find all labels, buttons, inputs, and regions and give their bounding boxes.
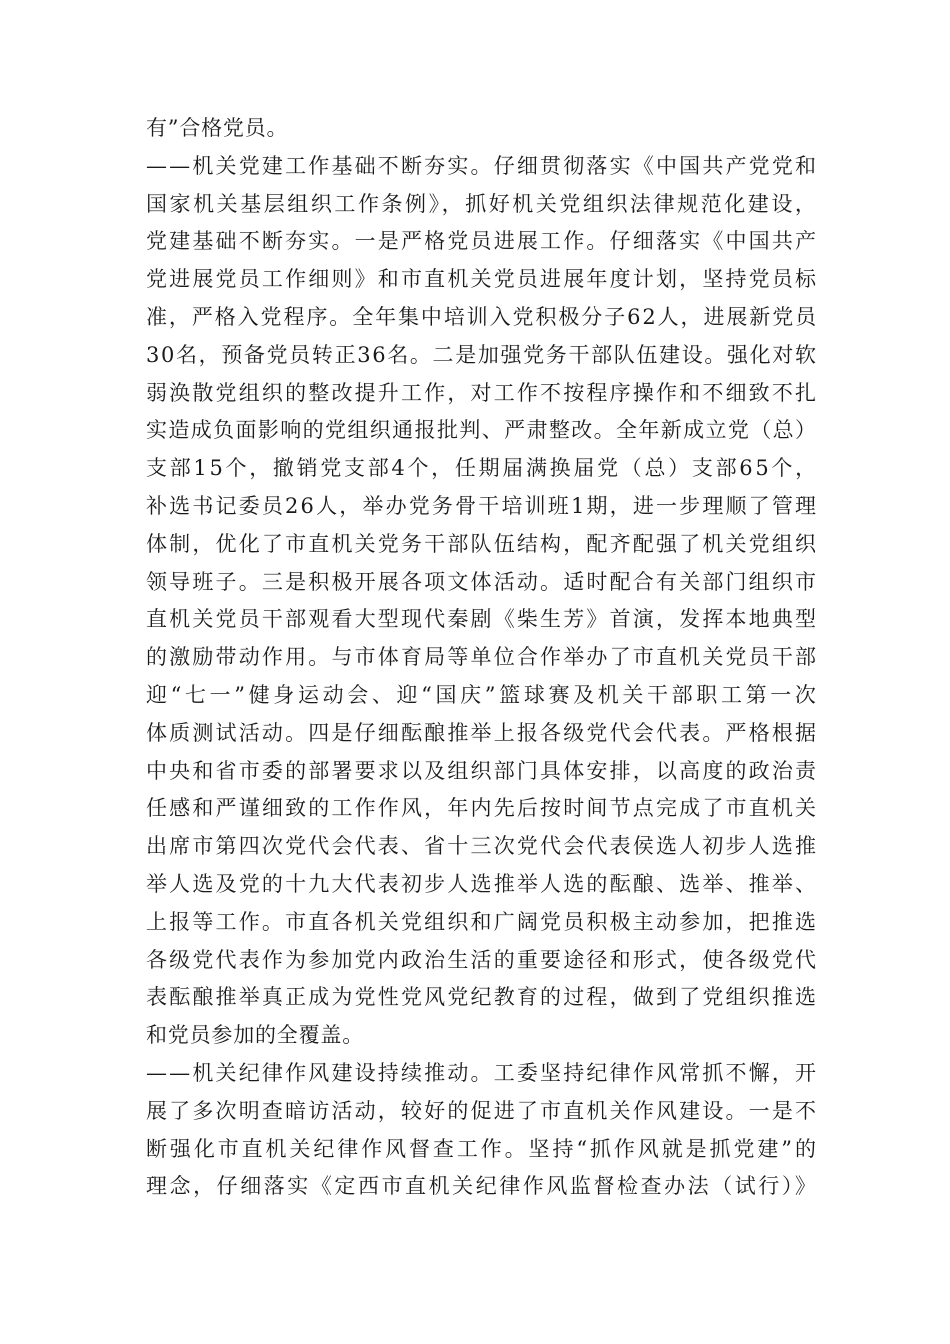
body-text bbox=[146, 110, 820, 1206]
text-line: 展了多次明查暗访活动，较好的促进了市直机关作风建设。一是不 bbox=[146, 1098, 819, 1123]
text-line: 有”合格党员。 bbox=[146, 116, 289, 140]
text-line: 体制，优化了市直机关党务干部队伍结构，配齐配强了机关党组织 bbox=[146, 531, 819, 556]
text-line: 领导班子。三是积极开展各项文体活动。适时配合有关部门组织市 bbox=[146, 569, 819, 594]
text-line: 任感和严谨细致的工作作风，年内先后按时间节点完成了市直机关 bbox=[146, 796, 819, 821]
text-line: ——机关党建工作基础不断夯实。仔细贯彻落实《中国共产党党和 bbox=[146, 153, 819, 178]
text-line: 30名，预备党员转正36名。二是加强党务干部队伍建设。强化对软 bbox=[146, 342, 818, 367]
text-line: 直机关党员干部观看大型现代秦剧《柴生芳》首演，发挥本地典型 bbox=[146, 607, 819, 632]
text-line: 中央和省市委的部署要求以及组织部门具体安排，以高度的政治责 bbox=[146, 758, 819, 783]
text-line: 支部15个，撤销党支部4个，任期届满换届党（总）支部65个， bbox=[146, 456, 819, 481]
text-line: 断强化市直机关纪律作风督查工作。坚持“抓作风就是抓党建”的 bbox=[146, 1136, 819, 1161]
text-line: 党进展党员工作细则》和市直机关党员进展年度计划，坚持党员标 bbox=[146, 267, 819, 292]
text-line: 准，严格入党程序。全年集中培训入党积极分子62人，进展新党员 bbox=[146, 304, 819, 329]
text-line: 国家机关基层组织工作条例》，抓好机关党组织法律规范化建设， bbox=[146, 191, 819, 216]
text-line: 党建基础不断夯实。一是严格党员进展工作。仔细落实《中国共产 bbox=[146, 229, 819, 254]
text-line: 出席市第四次党代会代表、省十三次党代会代表侯选人初步人选推 bbox=[146, 834, 819, 859]
text-line: 举人选及党的十九大代表初步人选推举人选的酝酿、选举、推举、 bbox=[146, 871, 819, 896]
text-line: 和党员参加的全覆盖。 bbox=[146, 1023, 364, 1048]
text-line: 补选书记委员26人，举办党务骨干培训班1期，进一步理顺了管理 bbox=[146, 493, 819, 518]
text-line: 体质测试活动。四是仔细酝酿推举上报各级党代会代表。严格根据 bbox=[146, 720, 819, 745]
text-line: 上报等工作。市直各机关党组织和广阔党员积极主动参加，把推选 bbox=[146, 909, 819, 934]
text-line: 的激励带动作用。与市体育局等单位合作举办了市直机关党员干部 bbox=[146, 645, 819, 670]
text-line: 迎“七一”健身运动会、迎“国庆”篮球赛及机关干部职工第一次 bbox=[146, 682, 820, 707]
text-line: 表酝酿推举真正成为党性党风党纪教育的过程，做到了党组织推选 bbox=[146, 985, 819, 1010]
text-line: ——机关纪律作风建设持续推动。工委坚持纪律作风常抓不懈，开 bbox=[146, 1060, 819, 1085]
text-line: 各级党代表作为参加党内政治生活的重要途径和形式，使各级党代 bbox=[146, 947, 819, 972]
text-line: 理念，仔细落实《定西市直机关纪律作风监督检查办法（试行）》 bbox=[146, 1174, 819, 1199]
text-line: 实造成负面影响的党组织通报批判、严肃整改。全年新成立党（总） bbox=[146, 418, 818, 443]
text-line: 弱涣散党组织的整改提升工作，对工作不按程序操作和不细致不扎 bbox=[146, 380, 819, 405]
